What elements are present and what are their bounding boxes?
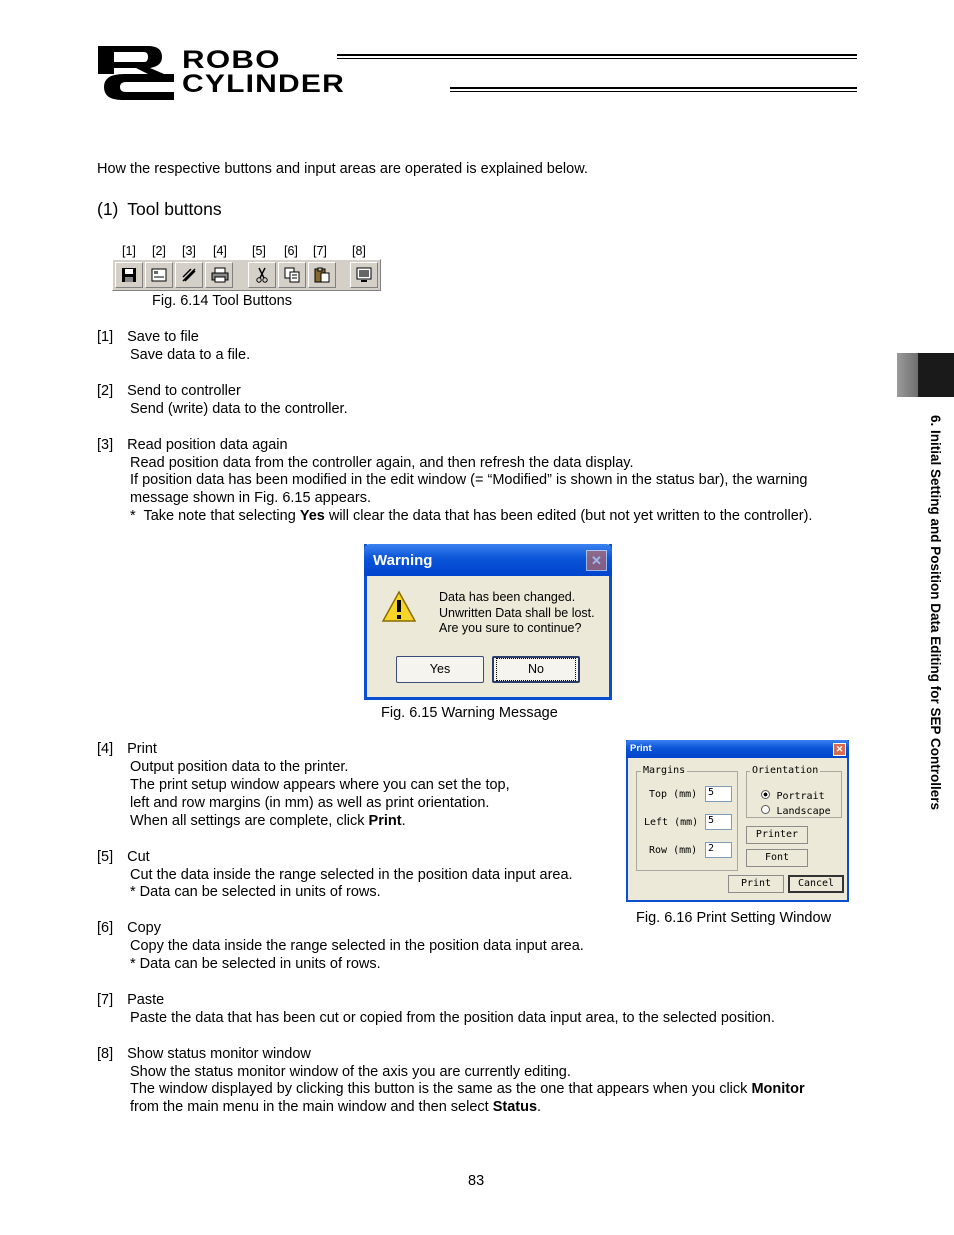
warning-message-line-2: Unwritten Data shall be lost. — [439, 605, 595, 620]
item-1-heading: Save to file — [127, 329, 199, 345]
item-6-heading: Copy — [127, 920, 161, 936]
item-6-title — [97, 919, 161, 937]
toolbar-label-1: [1] — [122, 244, 136, 258]
item-7-number: [7] — [97, 992, 114, 1008]
item-4-line-1: Output position data to the printer. — [130, 759, 349, 775]
cut-button[interactable] — [248, 262, 276, 288]
item-5-number: [5] — [97, 849, 114, 865]
paste-button[interactable] — [308, 262, 336, 288]
warning-close-button[interactable] — [586, 550, 607, 571]
header-rule-top — [337, 54, 857, 56]
no-button[interactable] — [492, 656, 580, 683]
item-3-number: [3] — [97, 437, 114, 453]
top-margin-input[interactable]: 5 — [705, 786, 732, 802]
send-to-controller-button[interactable] — [145, 262, 173, 288]
side-tab-marker — [918, 353, 954, 397]
item-2-heading: Send to controller — [127, 383, 241, 399]
toolbar-label-5: [5] — [252, 244, 266, 258]
item-3-note — [130, 507, 812, 525]
figure-caption-6-15: Fig. 6.15 Warning Message — [381, 705, 558, 721]
item-1-number: [1] — [97, 329, 114, 345]
item-3-note-yes: Yes — [299, 508, 325, 524]
close-icon: ✕ — [835, 744, 844, 754]
item-5-line-1: Cut the data inside the range selected in the position data input area. — [130, 867, 573, 883]
item-5-line-2: * Data can be selected in units of rows. — [130, 884, 381, 900]
toolbar-label-4: [4] — [213, 244, 227, 258]
margins-group — [636, 765, 738, 871]
item-4-line-2: The print setup window appears where you can set the top, — [130, 777, 510, 793]
item-2-title — [97, 382, 241, 400]
section-heading — [97, 199, 222, 220]
item-8-title — [97, 1045, 311, 1063]
warning-dialog-title: Warning — [373, 552, 433, 569]
item-3-line-1: Read position data from the controller again, and then refresh the data display. — [130, 455, 634, 471]
warning-message — [439, 590, 595, 637]
item-6-number: [6] — [97, 920, 114, 936]
item-3-title — [97, 436, 288, 454]
radio-unselected-icon — [761, 805, 770, 814]
margins-label: Margins — [643, 765, 686, 776]
chapter-title: 6. Initial Setting and Position Data Editing for SEP Controllers — [928, 415, 943, 811]
printer-button[interactable]: Printer — [746, 826, 808, 844]
item-7-line-1: Paste the data that has been cut or copied from the position data input area, to the selected position. — [130, 1010, 775, 1026]
toolbar-label-7: [7] — [313, 244, 327, 258]
section-title: Tool buttons — [127, 199, 222, 219]
toolbar-label-3: [3] — [182, 244, 196, 258]
page-number: 83 — [468, 1173, 485, 1189]
item-8-line-2 — [130, 1080, 805, 1098]
intro-text: How the respective buttons and input areas are operated is explained below. — [97, 161, 588, 177]
item-8-number: [8] — [97, 1046, 114, 1062]
item-3-note-a: * Take note that selecting — [130, 508, 300, 524]
item-2-desc: Send (write) data to the controller. — [130, 401, 348, 417]
item-5-heading: Cut — [127, 849, 150, 865]
read-position-data-button[interactable] — [175, 262, 203, 288]
figure-caption-6-14: Fig. 6.14 Tool Buttons — [152, 293, 292, 309]
save-to-file-button[interactable] — [115, 262, 143, 288]
item-2-number: [2] — [97, 383, 114, 399]
close-icon: ✕ — [591, 553, 602, 568]
paste-icon — [314, 267, 330, 283]
item-6-line-1: Copy the data inside the range selected in the position data input area. — [130, 938, 584, 954]
section-number: (1) — [97, 199, 119, 219]
print-confirm-button[interactable]: Print — [728, 875, 784, 893]
item-3-line-3: message shown in Fig. 6.15 appears. — [130, 490, 371, 506]
header-rule-bottom — [450, 87, 857, 89]
print-setting-dialog — [626, 740, 849, 902]
tool-buttons-toolbar — [112, 259, 381, 291]
item-8-line-3 — [130, 1098, 541, 1116]
portrait-label: Portrait — [776, 791, 825, 802]
item-8-heading: Show status monitor window — [127, 1046, 311, 1062]
landscape-radio[interactable] — [761, 801, 831, 819]
warning-message-line-1: Data has been changed. — [439, 590, 576, 604]
item-3-line-2: If position data has been modified in the edit window (= “Modified” is shown in the status bar), the warning — [130, 472, 808, 488]
item-3-heading: Read position data again — [127, 437, 288, 453]
item-4-line-4c: . — [401, 813, 406, 829]
read-icon — [181, 267, 197, 283]
print-button[interactable] — [205, 262, 233, 288]
orientation-group — [746, 765, 842, 818]
toolbar-label-6: [6] — [284, 244, 298, 258]
item-4-line-4-print: Print — [368, 813, 402, 829]
orientation-label: Orientation — [752, 765, 819, 776]
item-4-title — [97, 740, 157, 758]
print-close-button[interactable] — [833, 743, 846, 756]
landscape-label: Landscape — [776, 806, 831, 817]
item-1-desc: Save data to a file. — [130, 347, 251, 363]
item-8-line-1: Show the status monitor window of the axis you are currently editing. — [130, 1064, 571, 1080]
item-4-number: [4] — [97, 741, 114, 757]
toolbar-label-8: [8] — [352, 244, 366, 258]
cut-icon — [254, 267, 270, 283]
header-rule-top-thin — [337, 58, 857, 59]
item-7-title — [97, 991, 164, 1009]
top-margin-label: Top (mm) — [649, 789, 698, 800]
font-button[interactable]: Font — [746, 849, 808, 867]
item-8-line-3a: from the main menu in the main window and then select — [130, 1099, 493, 1115]
warning-message-line-3: Are you sure to continue? — [439, 621, 582, 635]
monitor-icon — [356, 267, 372, 283]
cancel-button[interactable]: Cancel — [788, 875, 844, 893]
warning-icon — [381, 590, 417, 624]
rc-logo-mark — [96, 44, 176, 100]
save-icon — [121, 267, 137, 283]
show-status-monitor-button[interactable] — [350, 262, 378, 288]
item-4-line-4a: When all settings are complete, click — [130, 813, 369, 829]
yes-button-label: Yes — [429, 662, 451, 676]
print-icon — [211, 267, 229, 283]
copy-button[interactable] — [278, 262, 306, 288]
item-6-line-2: * Data can be selected in units of rows. — [130, 956, 381, 972]
item-8-line-2a: The window displayed by clicking this button is the same as the one that appears when you click — [130, 1081, 752, 1097]
item-4-line-3: left and row margins (in mm) as well as print orientation. — [130, 795, 490, 811]
left-margin-input[interactable]: 5 — [705, 814, 732, 830]
no-button-label: No — [496, 658, 576, 681]
figure-caption-6-16: Fig. 6.16 Print Setting Window — [636, 910, 832, 926]
item-8-line-2-monitor: Monitor — [751, 1081, 805, 1097]
item-4-line-4 — [130, 812, 406, 830]
item-8-line-3-status: Status — [492, 1099, 538, 1115]
brand-name-line2: CYLINDER — [182, 70, 345, 98]
warning-dialog-titlebar — [364, 544, 612, 576]
brand-name-line1: ROBO — [182, 46, 281, 74]
row-margin-input[interactable]: 2 — [705, 842, 732, 858]
yes-button[interactable] — [396, 656, 484, 683]
radio-selected-icon — [761, 790, 770, 799]
row-margin-label: Row (mm) — [649, 845, 698, 856]
header-rule-bottom-thin — [450, 91, 857, 92]
item-8-line-3c: . — [537, 1099, 542, 1115]
item-1-title — [97, 328, 199, 346]
print-dialog-titlebar — [626, 740, 849, 758]
item-7-heading: Paste — [127, 992, 165, 1008]
item-4-heading: Print — [127, 741, 157, 757]
item-3-note-c: will clear the data that has been edited (but not yet written to the controller). — [324, 508, 813, 524]
send-icon — [151, 267, 167, 283]
item-5-title — [97, 848, 150, 866]
toolbar-label-2: [2] — [152, 244, 166, 258]
side-tab-marker-grey — [897, 353, 918, 397]
copy-icon — [284, 267, 300, 283]
logo — [96, 44, 176, 100]
left-margin-label: Left (mm) — [644, 817, 699, 828]
warning-dialog — [364, 544, 612, 700]
print-dialog-title: Print — [630, 743, 652, 754]
